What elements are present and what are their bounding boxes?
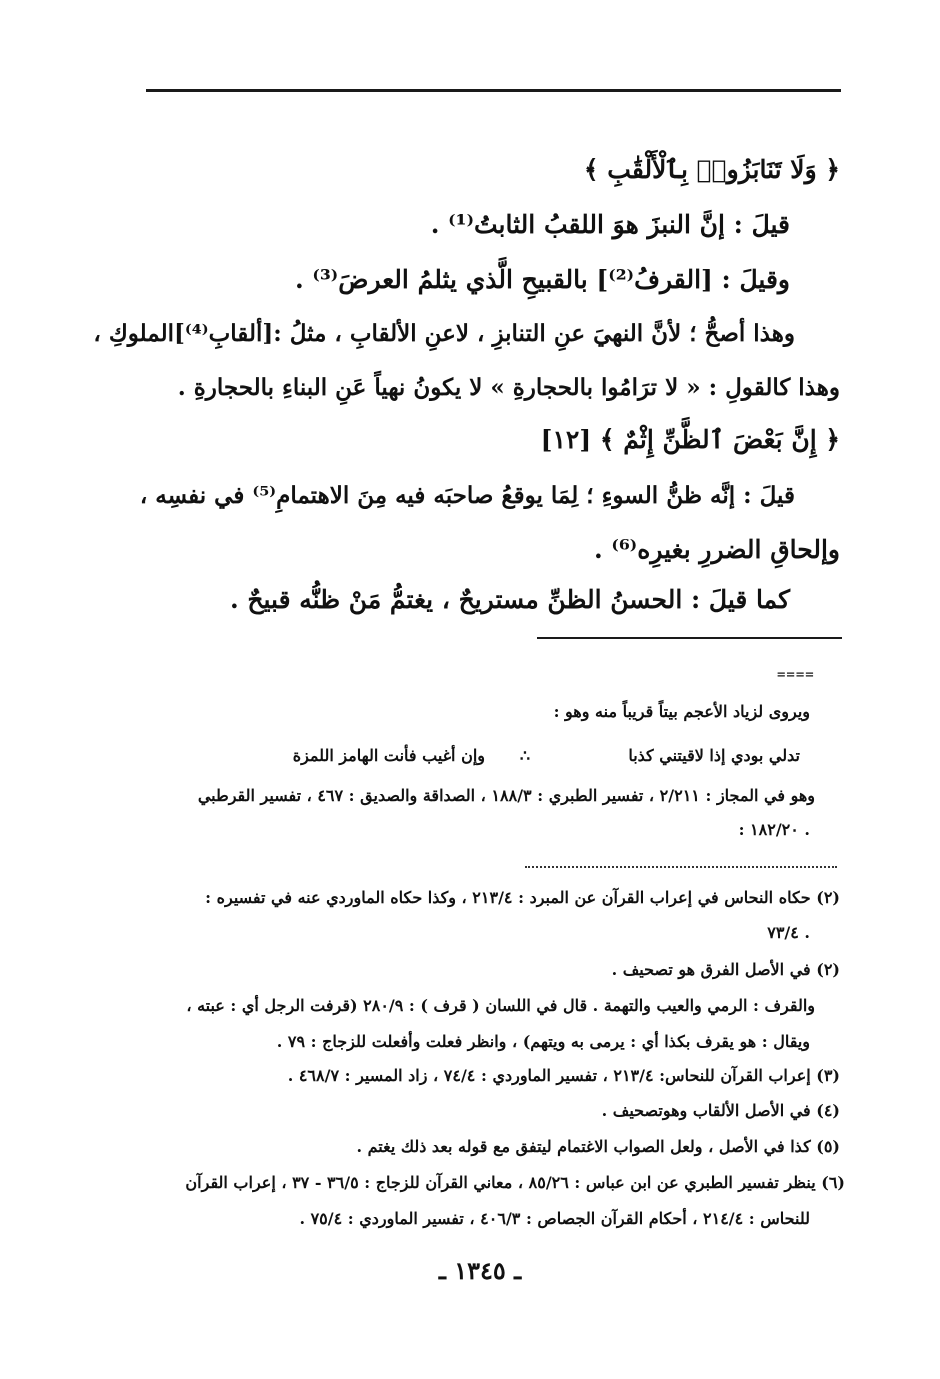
main-line-5: قيلَ : إنَّه ظنُّ السوءِ ؛ لِمَا يوقعُ صاحبَه فيه مِنَ الاهتمامِ⁽⁵⁾ في نفسِه ،: [139, 482, 795, 509]
separator-mark: ====: [777, 667, 815, 683]
main-line-3: وهذا أصحُّ ؛ لأنَّ النهيَ عنِ التنابزِ ، لاعنِ الألقابِ ، مثلُ :[ألقابِ⁽⁴⁾]الملوكِ ،: [93, 320, 795, 347]
footnote-4: (٤) في الأصل الألقاب وهوتصحيف .: [601, 1101, 840, 1120]
main-line-4: وهذا كالقولِ : « لا ترَامُوا بالحجارةِ » لا يكونُ نهياً عَنِ البناءِ بالحجارةِ .: [177, 374, 840, 401]
main-line-6: وإلحاقِ الضررِ بغيرِه⁽⁶⁾ .: [593, 535, 840, 564]
quran-verse-1: ﴿ وَلَا تَنَابَزُوا۟ بِٱلْأَلْقَٰبِ ﴾: [583, 155, 840, 184]
footnote-prev-refs-1: وهو في المجاز : ٢/٢١١ ، تفسير الطبري : ١٨٨/٣ ، الصداقة والصديق : ٤٦٧ ، تفسير القرطبي: [197, 786, 815, 805]
quran-verse-2: ﴿ إِنَّ بَعْضَ ٱلظَّنِّ إِثْمٌ ﴾ [١٢]: [540, 425, 840, 454]
top-rule: [146, 89, 841, 92]
footnote-6-line-2: للنحاس : ٢١٤/٤ ، أحكام القرآن الجصاص : ٤٠٦/٣ ، تفسير الماوردي : ٧٥/٤ .: [299, 1209, 810, 1228]
footnote-prev-intro: ويروى لزياد الأعجم بيتاً قريباً منه وهو :: [553, 702, 810, 721]
page-number: ـ ١٣٤٥ ـ: [438, 1256, 522, 1285]
footnote-6-line-1: (٦) ينظر تفسير الطبري عن ابن عباس : ٨٥/٢٦ ، معاني القرآن للزجاج : ٣٦/٥ - ٣٧ ، إعراب القرآن: [185, 1173, 845, 1192]
footnote-2-line-3: ويقال : هو يقرف بكذا أي : يرمى به ويتهم) ، وانظر فعلت وأفعلت للزجاج : ٧٩ .: [276, 1032, 810, 1051]
footnote-prev-verse-b: وإن أغيب فأنت الهامز اللمزة: [292, 746, 485, 765]
footnote-dotted-separator: [525, 866, 837, 868]
footnote-prev-verse-a: تدلي بودي إذا لاقيتني كذبا: [628, 746, 800, 765]
footnote-2-line-1: (٢) في الأصل الفرق هو تصحيف .: [611, 960, 840, 979]
main-line-2: وقيلَ : [القرفُ⁽²⁾] بالقبيحِ الَّذي يثلمُ العرضَ⁽³⁾ .: [294, 265, 790, 294]
main-line-1: قيلَ : إنَّ النبزَ هوَ اللقبُ الثابتُ⁽¹⁾ .: [430, 210, 790, 239]
footnote-prev-verse-sep: ∴: [519, 746, 530, 765]
footnote-1-line-1: (٢) حكاه النحاس في إعراب القرآن عن المبرد : ٢١٣/٤ ، وكذا حكاه الماوردي عنه في تفسيره :: [205, 888, 840, 907]
main-line-7: كما قيلَ : الحسنُ الظنِّ مستريحٌ ، يغتمُّ مَنْ ظنُّه قبيحٌ .: [229, 585, 790, 614]
footnote-1-line-2: ٧٣/٤ .: [767, 923, 810, 942]
footnote-2-line-2: والقرف : الرمي والعيب والتهمة . قال في اللسان ( قرف ) : ٢٨٠/٩ (قرفت الرجل أي : عبته ،: [186, 996, 815, 1015]
footnote-5: (٥) كذا في الأصل ، ولعل الصواب الاغتمام ليتفق مع قوله بعد ذلك يغتم .: [356, 1137, 840, 1156]
footnote-prev-refs-2: : ١٨٢/٢٠ .: [738, 820, 810, 839]
footnote-3: (٣) إعراب القرآن للنحاس: ٢١٣/٤ ، تفسير الماوردي : ٧٤/٤ ، زاد المسير : ٤٦٨/٧ .: [287, 1066, 840, 1085]
footnote-separator-rule: [537, 637, 842, 639]
